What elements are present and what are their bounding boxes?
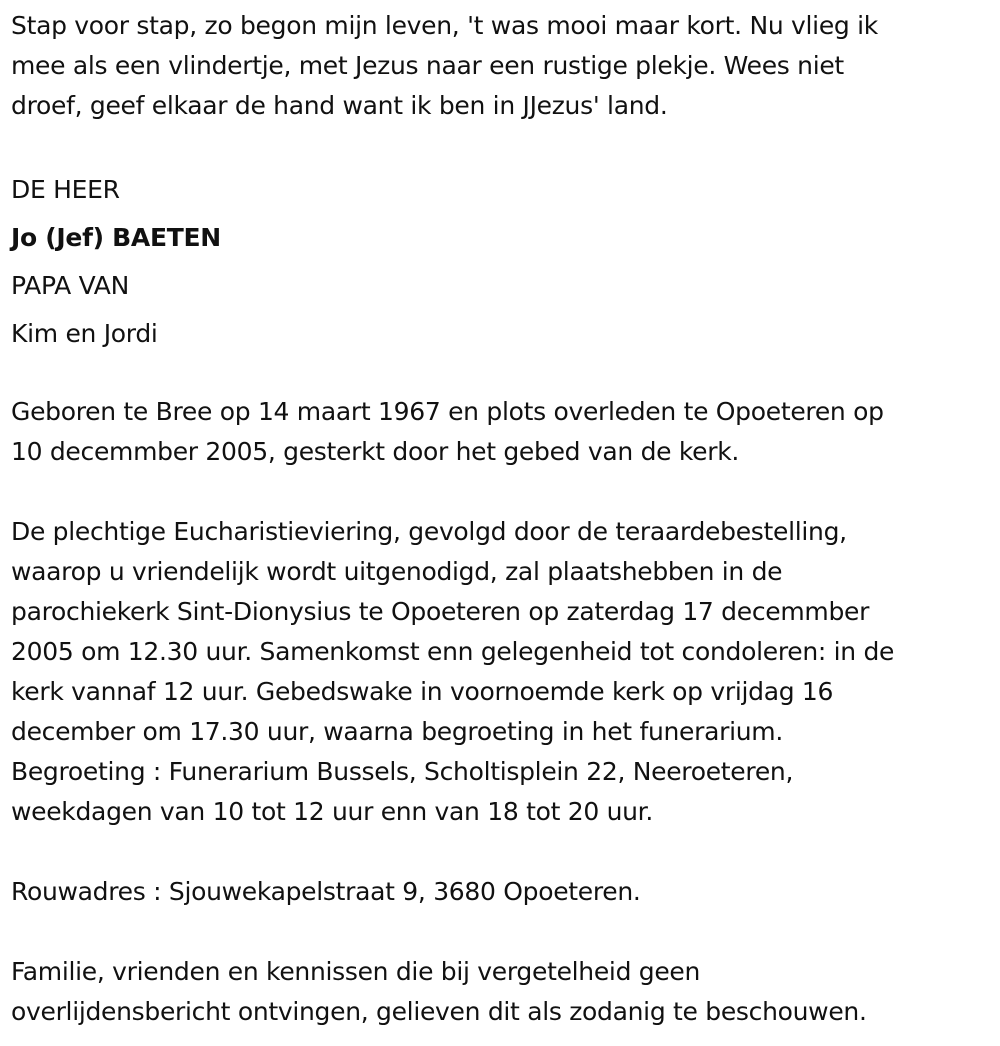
- closing-line: overlijdensbericht ontvingen, gelieven dit als zodanig te beschouwen.: [11, 997, 867, 1026]
- address-paragraph: [11, 872, 991, 912]
- birth-death-paragraph: [11, 392, 991, 472]
- ceremony-line: weekdagen van 10 tot 12 uur enn van 18 tot 20 uur.: [11, 797, 654, 826]
- spacer: [11, 126, 991, 166]
- poem-line: Stap voor stap, zo begon mijn leven, 't was mooi maar kort. Nu vlieg ik: [11, 11, 878, 40]
- spacer: [11, 832, 991, 872]
- poem-line: mee als een vlindertje, met Jezus naar een rustige plekje. Wees niet: [11, 51, 844, 80]
- poem-paragraph: [11, 6, 991, 126]
- deceased-block: [11, 166, 991, 358]
- birth-death-line: Geboren te Bree op 14 maart 1967 en plots overleden te Opoeteren op: [11, 397, 884, 426]
- ceremony-line: De plechtige Eucharistieviering, gevolgd door de teraardebestelling,: [11, 517, 847, 546]
- spacer: [11, 358, 991, 392]
- deceased-title: DE HEER: [11, 175, 120, 204]
- poem-line: droef, geef elkaar de hand want ik ben in JJezus' land.: [11, 91, 668, 120]
- ceremony-line: kerk vannaf 12 uur. Gebedswake in voornoemde kerk op vrijdag 16: [11, 677, 834, 706]
- deceased-children: Kim en Jordi: [11, 319, 158, 348]
- address-line: Rouwadres : Sjouwekapelstraat 9, 3680 Opoeteren.: [11, 877, 641, 906]
- ceremony-line: waarop u vriendelijk wordt uitgenodigd, zal plaatshebben in de: [11, 557, 783, 586]
- spacer: [11, 472, 991, 512]
- deceased-name: Jo (Jef) BAETEN: [11, 223, 221, 252]
- birth-death-line: 10 decemmber 2005, gesterkt door het gebed van de kerk.: [11, 437, 740, 466]
- ceremony-paragraph: [11, 512, 991, 832]
- spacer: [11, 912, 991, 952]
- deceased-relation: PAPA VAN: [11, 271, 130, 300]
- ceremony-line: parochiekerk Sint-Dionysius te Opoeteren op zaterdag 17 decemmber: [11, 597, 870, 626]
- obituary-document: [11, 6, 991, 1032]
- closing-paragraph: [11, 952, 991, 1032]
- ceremony-line: december om 17.30 uur, waarna begroeting in het funerarium.: [11, 717, 783, 746]
- closing-line: Familie, vrienden en kennissen die bij vergetelheid geen: [11, 957, 701, 986]
- ceremony-line: Begroeting : Funerarium Bussels, Scholtisplein 22, Neeroeteren,: [11, 757, 794, 786]
- ceremony-line: 2005 om 12.30 uur. Samenkomst enn gelegenheid tot condoleren: in de: [11, 637, 895, 666]
